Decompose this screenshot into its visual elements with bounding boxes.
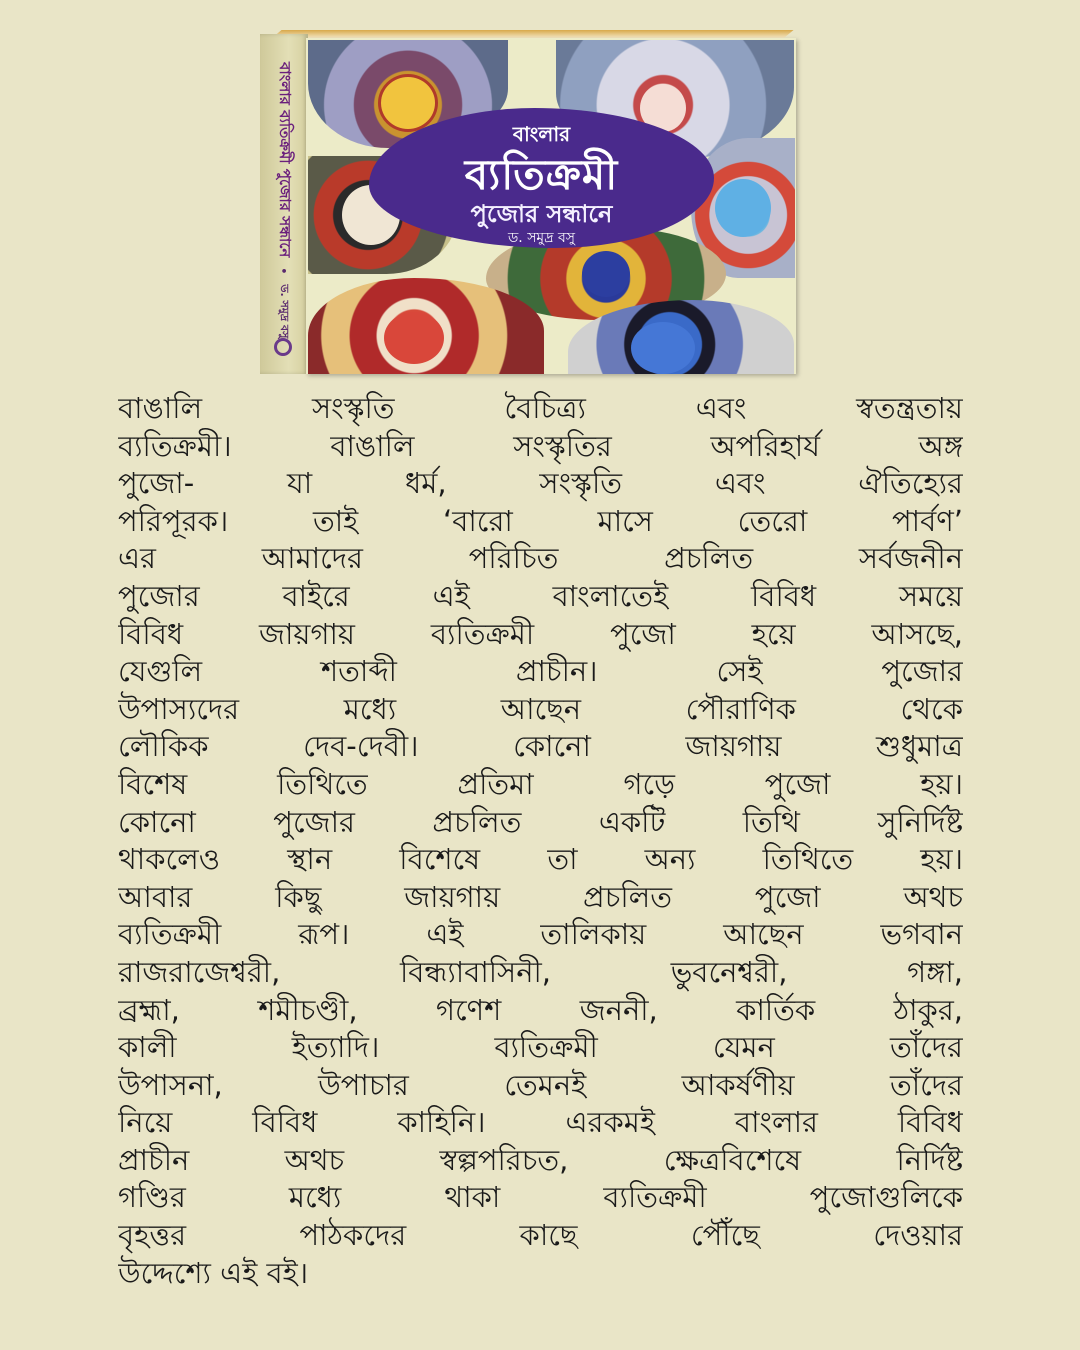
book-description <box>118 390 963 1292</box>
description-line: গণ্ডির মধ্যে থাকা ব্যতিক্রমী পুজোগুলিকে <box>118 1180 963 1215</box>
spine-title: বাংলার ব্যতিক্রমী পুজোর সন্ধানে <box>276 62 295 258</box>
description-line: বাঙালি সংস্কৃতি বৈচিত্র্য এবং স্বতন্ত্রতায় <box>118 391 963 425</box>
description-line: উপাস্যদের মধ্যে আছেন পৌরাণিক থেকে <box>118 691 963 726</box>
description-line: রাজরাজেশ্বরী, বিন্ধ্যাবাসিনী, ভুবনেশ্বরী, গঙ্গা, <box>118 954 963 989</box>
cover-title-line-1: বাংলার <box>512 122 571 146</box>
description-line: ব্যতিক্রমী। বাঙালি সংস্কৃতির অপরিহার্য অঙ্গ <box>118 428 963 463</box>
description-line: লৌকিক দেব-দেবী। কোনো জায়গায় শুধুমাত্র <box>118 729 963 764</box>
spine-author: ড. সমুদ্র বসু <box>278 284 292 339</box>
book-cover-image <box>258 30 798 375</box>
description-line: পুজোর বাইরে এই বাংলাতেই বিবিধ সময়ে <box>118 578 963 613</box>
description-line: বৃহত্তর পাঠকদের কাছে পৌঁছে দেওয়ার <box>118 1218 963 1253</box>
description-line: ব্রহ্মা, শমীচণ্ডী, গণেশ জননী, কার্তিক ঠাকুর, <box>118 992 963 1027</box>
description-line: নিয়ে বিবিধ কাহিনি। এরকমই বাংলার বিবিধ <box>118 1105 963 1140</box>
description-line: থাকলেও স্থান বিশেষে তা অন্য তিথিতে হয়। <box>118 842 963 877</box>
cover-author: ড. সমুদ্র বসু <box>507 230 576 246</box>
publisher-logo-icon <box>274 338 292 356</box>
description-line: বিবিধ জায়গায় ব্যতিক্রমী পুজো হয়ে আসছে, <box>118 616 963 651</box>
description-line: প্রাচীন অথচ স্বল্পপরিচত, ক্ষেত্রবিশেষে নির্দিষ্ট <box>118 1142 963 1177</box>
description-line: পরিপূরক। তাই ‘বারো মাসে তেরো পার্বণ’ <box>118 503 963 538</box>
cover-title-block <box>369 108 714 248</box>
description-line: আবার কিছু জায়গায় প্রচলিত পুজো অথচ <box>118 879 963 914</box>
description-line: উদ্দেশ্যে এই বই। <box>118 1255 309 1290</box>
book-spine <box>260 34 308 374</box>
book-top-edge <box>272 30 794 38</box>
description-line: পুজো- যা ধর্ম, সংস্কৃতি এবং ঐতিহ্যের <box>118 466 963 501</box>
description-line: ব্যতিক্রমী রূপ। এই তালিকায় আছেন ভগবান <box>118 917 963 952</box>
description-line: উপাসনা, উপাচার তেমনই আকর্ষণীয় তাঁদের <box>118 1067 963 1102</box>
cover-title-line-3: পুজোর সন্ধানে <box>470 200 613 228</box>
description-line: কোনো পুজোর প্রচলিত একটি তিথি সুনির্দিষ্ট <box>118 804 963 839</box>
book-front-cover <box>306 38 796 374</box>
description-line: যেগুলি শতাব্দী প্রাচীন। সেই পুজোর <box>118 654 963 689</box>
description-line: কালী ইত্যাদি। ব্যতিক্রমী যেমন তাঁদের <box>118 1030 963 1065</box>
description-line: বিশেষ তিথিতে প্রতিমা গড়ে পুজো হয়। <box>118 766 963 801</box>
spine-separator: • <box>277 267 291 275</box>
description-line: এর আমাদের পরিচিত প্রচলিত সর্বজনীন <box>118 541 963 576</box>
cover-title-line-2: ব্যতিক্রমী <box>464 150 619 199</box>
